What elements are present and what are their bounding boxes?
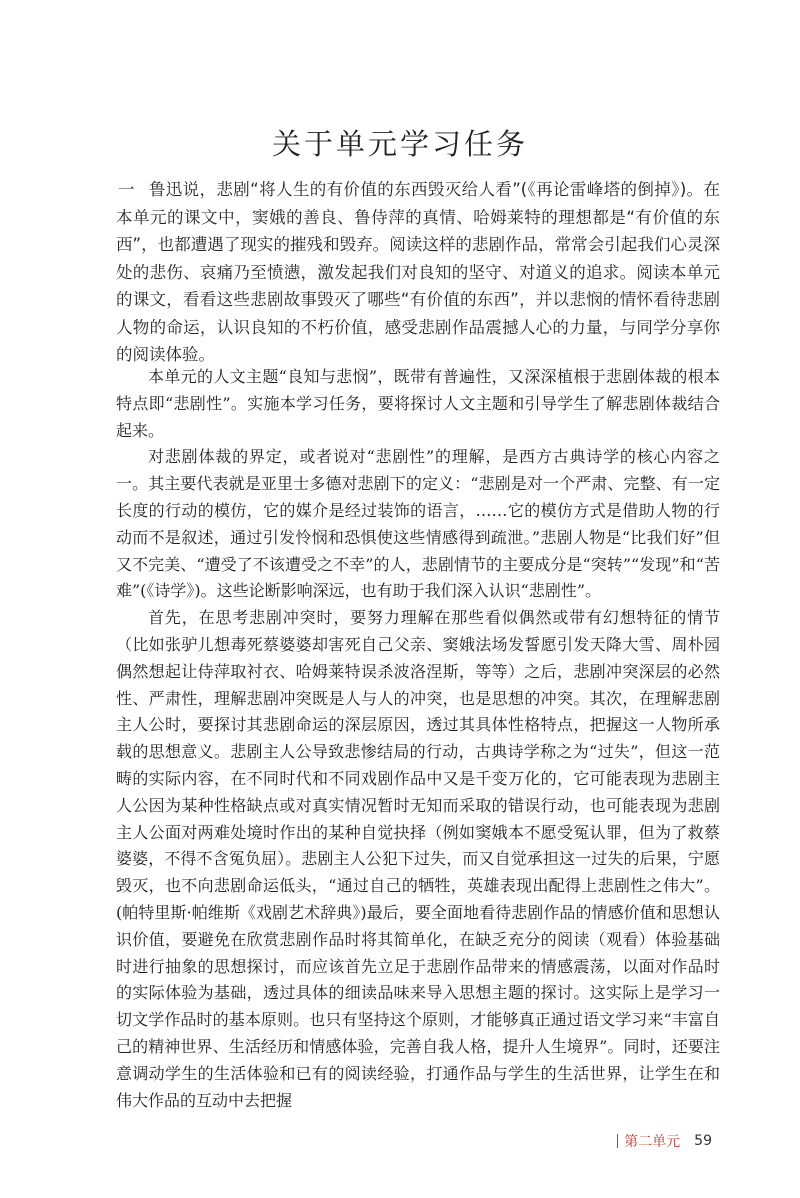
guide-paragraph: 首先，在思考悲剧冲突时，要努力理解在那些看似偶然或带有幻想特征的情节（比如张驴儿想毒死蔡婆婆却害死自己父亲、窦娥法场发誓愿引发天降大雪、周朴园偶然想起让侍萍取衬衣、哈姆莱特误杀波洛涅斯，等等）之后，悲剧冲突深层的必然性、严肃性，理解悲剧冲突既是人与人的冲突，也是思想的冲突。其次，在理解悲剧主人公时，要探讨其悲剧命运的深层原因，透过其具体性格特点，把握这一人物所承载的思想意义。悲剧主人公导致悲惨结局的行动，古典诗学称之为“过失”，但这一范畴的实际内容，在不同时代和不同戏剧作品中又是千变万化的，它可能表现为悲剧主人公因为某种性格缺点或对真实情况暂时无知而采取的错误行动，也可能表现为悲剧主人公面对两难处境时作出的某种自觉抉择（例如窦娥本不愿受冤认罪，但为了救蔡婆婆，不得不含冤负屈）。悲剧主人公犯下过失，而又自觉承担这一过失的后果，宁愿毁灭，也不向悲剧命运低头，“通过自己的牺牲，英雄表现出配得上悲剧性之伟大”。(帕特里斯·帕维斯《戏剧艺术辞典》)最后，要全面地看待悲剧作品的情感价值和思想认识价值，要避免在欣赏悲剧作品时将其简单化，在缺乏充分的阅读（观看）体验基础时进行抽象的思想探讨，而应该首先立足于悲剧作品带来的情感震荡，以面对作品时的实际体验为基础，透过具体的细读品味来导入思想主题的探讨。这实际上是学习一切文学作品时的基本原则。也只有坚持这个原则，才能够真正通过语文学习来“丰富自己的精神世界、生活经历和情感体验，完善自我人格，提升人生境界”。同时，还要注意调动学生的生活体验和已有的阅读经验，打通作品与学生的生活世界，让学生在和伟大作品的互动中去把握 xyxy=(116,608,720,1110)
page-number: 59 xyxy=(694,1133,712,1149)
unit-label: 第二单元 xyxy=(624,1134,681,1150)
page-footer xyxy=(617,1131,712,1151)
learning-task xyxy=(116,176,720,369)
task-text: 鲁迅说，悲剧“将人生的有价值的东西毁灭给人看”(《再论雷峰塔的倒掉》)。在本单元的课文中，窦娥的善良、鲁侍萍的真情、哈姆莱特的理想都是“有价值的东西”，也都遭遇了现实的摧残和毁弃。阅读这样的悲剧作品，常常会引起我们心灵深处的悲伤、哀痛乃至愤懑，激发起我们对良知的坚守、对道义的追求。阅读本单元的课文，看看这些悲剧故事毁灭了哪些“有价值的东西”，并以悲悯的情怀看待悲剧人物的命运，认识良知的不朽价值，感受悲剧作品震撼人心的力量，与同学分享你的阅读体验。 xyxy=(116,180,721,364)
guide-paragraph: 对悲剧体裁的界定，或者说对“悲剧性”的理解，是西方古典诗学的核心内容之一。其主要代表就是亚里士多德对悲剧下的定义：“悲剧是对一个严肃、完整、有一定长度的行动的模仿，它的媒介是经过装饰的语言，……它的模仿方式是借助人物的行动而不是叙述，通过引发怜悯和恐惧使这些情感得到疏泄。”悲剧人物是“比我们好”但又不完美、“遭受了不该遭受之不幸”的人，悲剧情节的主要成分是“突转”“发现”和“苦难”(《诗学》)。这些论断影响深远，也有助于我们深入认识“悲剧性”。 xyxy=(116,447,720,601)
page-title: 关于单元学习任务 xyxy=(271,127,528,161)
task-number: 一 xyxy=(118,180,135,199)
teaching-guide xyxy=(116,364,720,1114)
footer-divider xyxy=(617,1134,618,1148)
guide-paragraph: 本单元的人文主题“良知与悲悯”，既带有普遍性，又深深植根于悲剧体裁的根本特点即“悲剧性”。实施本学习任务，要将探讨人文主题和引导学生了解悲剧体裁结合起来。 xyxy=(116,367,720,440)
